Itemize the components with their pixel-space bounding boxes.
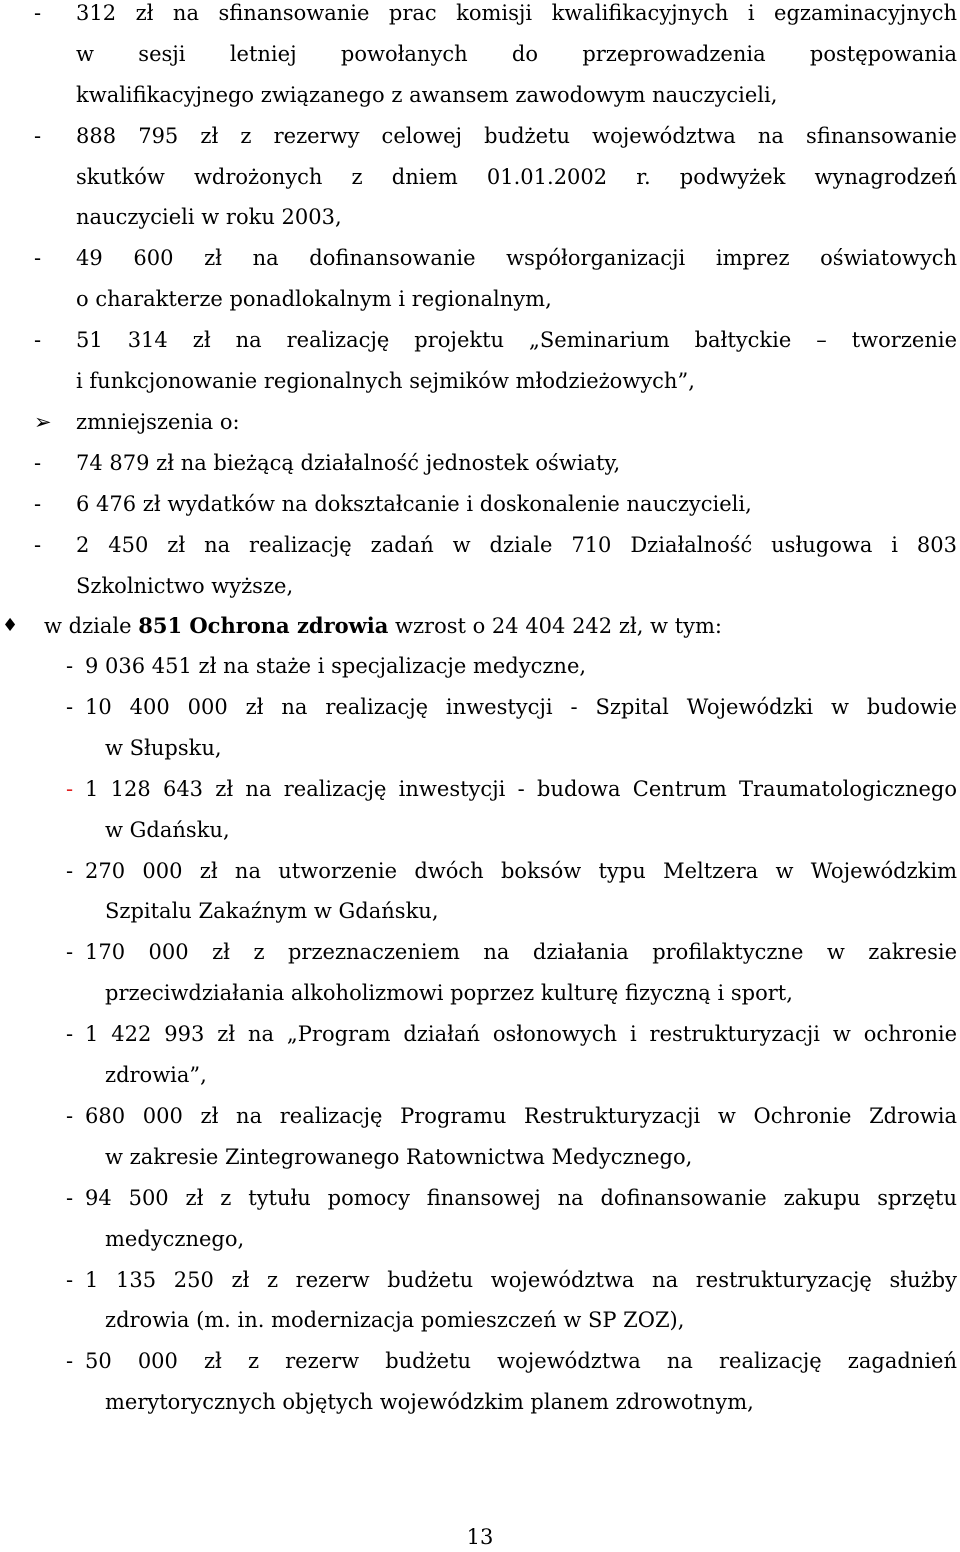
item-text-line: nauczycieli w roku 2003, bbox=[76, 205, 342, 230]
dash-marker: - bbox=[34, 491, 42, 516]
dash-marker: - bbox=[66, 858, 74, 883]
dash-marker: - bbox=[66, 1103, 74, 1128]
item-text-line: 6 476 zł wydatków na dokształcanie i doskonalenie nauczycieli, bbox=[76, 491, 752, 516]
list-item bbox=[0, 402, 960, 443]
item-text-line: przeciwdziałania alkoholizmowi poprzez kulturę fizyczną i sport, bbox=[105, 981, 793, 1006]
item-text-line: 680 000 zł na realizację Programu Restrukturyzacji w Ochronie Zdrowia bbox=[85, 1103, 957, 1128]
item-text-line: 1 422 993 zł na „Program działań osłonowych i restrukturyzacji w ochronie bbox=[85, 1022, 957, 1047]
dash-marker: - bbox=[34, 123, 42, 148]
list-item bbox=[0, 1014, 960, 1096]
item-text-line: w Gdańsku, bbox=[105, 817, 230, 842]
item-text-line: 94 500 zł z tytułu pomocy finansowej na dofinansowanie zakupu sprzętu bbox=[85, 1185, 957, 1210]
item-text-line: w zakresie Zintegrowanego Ratownictwa Medycznego, bbox=[105, 1144, 693, 1169]
list-item bbox=[0, 484, 960, 525]
dash-marker: - bbox=[66, 940, 74, 965]
dash-marker: - bbox=[66, 1185, 74, 1210]
diamond-bullet-icon: ♦ bbox=[2, 615, 19, 636]
list-item bbox=[0, 1178, 960, 1260]
list-item bbox=[0, 238, 960, 320]
dash-marker: - bbox=[66, 1349, 74, 1374]
list-item bbox=[0, 116, 960, 239]
section-health-heading bbox=[0, 605, 960, 646]
item-text-line: skutków wdrożonych z dniem 01.01.2002 r. podwyżek wynagrodzeń bbox=[76, 164, 957, 189]
item-text-line: zdrowia”, bbox=[105, 1062, 207, 1087]
list-item bbox=[0, 1341, 960, 1423]
dash-marker: - bbox=[66, 1267, 74, 1292]
item-text-line: Szpitalu Zakaźnym w Gdańsku, bbox=[105, 899, 439, 924]
list-item bbox=[0, 851, 960, 933]
list-item bbox=[0, 769, 960, 851]
list-item bbox=[0, 1096, 960, 1178]
dash-marker: - bbox=[66, 1022, 74, 1047]
section-heading-text bbox=[44, 605, 944, 646]
item-text-line: 312 zł na sfinansowanie prac komisji kwalifikacyjnych i egzaminacyjnych bbox=[76, 1, 957, 25]
section-prefix: w dziale bbox=[44, 614, 139, 638]
item-text-line: 49 600 zł na dofinansowanie współorganizacji imprez oświatowych bbox=[76, 246, 957, 271]
item-text-line: 9 036 451 zł na staże i specjalizacje medyczne, bbox=[85, 654, 587, 678]
list-item bbox=[0, 646, 960, 687]
item-text-line: 2 450 zł na realizację zadań w dziale 710 Działalność usługowa i 803 bbox=[76, 532, 957, 557]
list-item bbox=[0, 443, 960, 484]
dash-marker: - bbox=[34, 450, 42, 475]
item-text-line: kwalifikacyjnego związanego z awansem zawodowym nauczycieli, bbox=[76, 82, 778, 107]
list-item bbox=[0, 320, 960, 402]
page-number: 13 bbox=[466, 1525, 494, 1549]
item-text-line: 270 000 zł na utworzenie dwóch boksów typu Meltzera w Wojewódzkim bbox=[85, 858, 957, 883]
dash-marker: - bbox=[66, 694, 74, 719]
dash-marker: - bbox=[66, 654, 74, 678]
list-item bbox=[0, 932, 960, 1014]
list-item bbox=[0, 0, 960, 116]
dash-marker: - bbox=[34, 328, 42, 353]
arrow-bullet-icon: ➢ bbox=[34, 410, 52, 434]
dash-marker: - bbox=[66, 776, 74, 801]
item-text-line: 10 400 000 zł na realizację inwestycji - Szpital Wojewódzki w budowie bbox=[85, 694, 957, 719]
list-item bbox=[0, 525, 960, 607]
item-text-line: zdrowia (m. in. modernizacja pomieszczeń w SP ZOZ), bbox=[105, 1308, 685, 1333]
item-text-line: o charakterze ponadlokalnym i regionalnym, bbox=[76, 287, 552, 312]
item-text-line: zmniejszenia o: bbox=[76, 410, 240, 434]
item-text-line: 50 000 zł z rezerw budżetu województwa na realizację zagadnień bbox=[85, 1349, 957, 1374]
item-text-line: 170 000 zł z przeznaczeniem na działania profilaktyczne w zakresie bbox=[85, 940, 957, 965]
list-item bbox=[0, 1260, 960, 1342]
item-text-line: 1 135 250 zł z rezerw budżetu województwa na restrukturyzację służby bbox=[85, 1267, 957, 1292]
section-bold-title: 851 Ochrona zdrowia bbox=[138, 613, 389, 638]
item-text-line: Szkolnictwo wyższe, bbox=[76, 573, 294, 598]
item-text-line: merytorycznych objętych wojewódzkim planem zdrowotnym, bbox=[105, 1390, 754, 1415]
dash-marker: - bbox=[34, 246, 42, 271]
item-text-line: w Słupsku, bbox=[105, 735, 222, 760]
item-text-line: medycznego, bbox=[105, 1226, 245, 1251]
list-item bbox=[0, 687, 960, 769]
dash-marker: - bbox=[34, 1, 42, 25]
item-text-line: 51 314 zł na realizację projektu „Seminarium bałtyckie – tworzenie bbox=[76, 328, 957, 353]
item-text-line: 888 795 zł z rezerwy celowej budżetu województwa na sfinansowanie bbox=[76, 123, 957, 148]
item-text-line: i funkcjonowanie regionalnych sejmików młodzieżowych”, bbox=[76, 369, 695, 394]
item-text-line: 74 879 zł na bieżącą działalność jednostek oświaty, bbox=[76, 450, 621, 475]
item-text-line: 1 128 643 zł na realizację inwestycji - budowa Centrum Traumatologicznego bbox=[85, 776, 957, 801]
item-text-line: w sesji letniej powołanych do przeprowadzenia postępowania bbox=[76, 41, 957, 66]
section-suffix: wzrost o 24 404 242 zł, w tym: bbox=[388, 614, 722, 638]
dash-marker: - bbox=[34, 532, 42, 557]
